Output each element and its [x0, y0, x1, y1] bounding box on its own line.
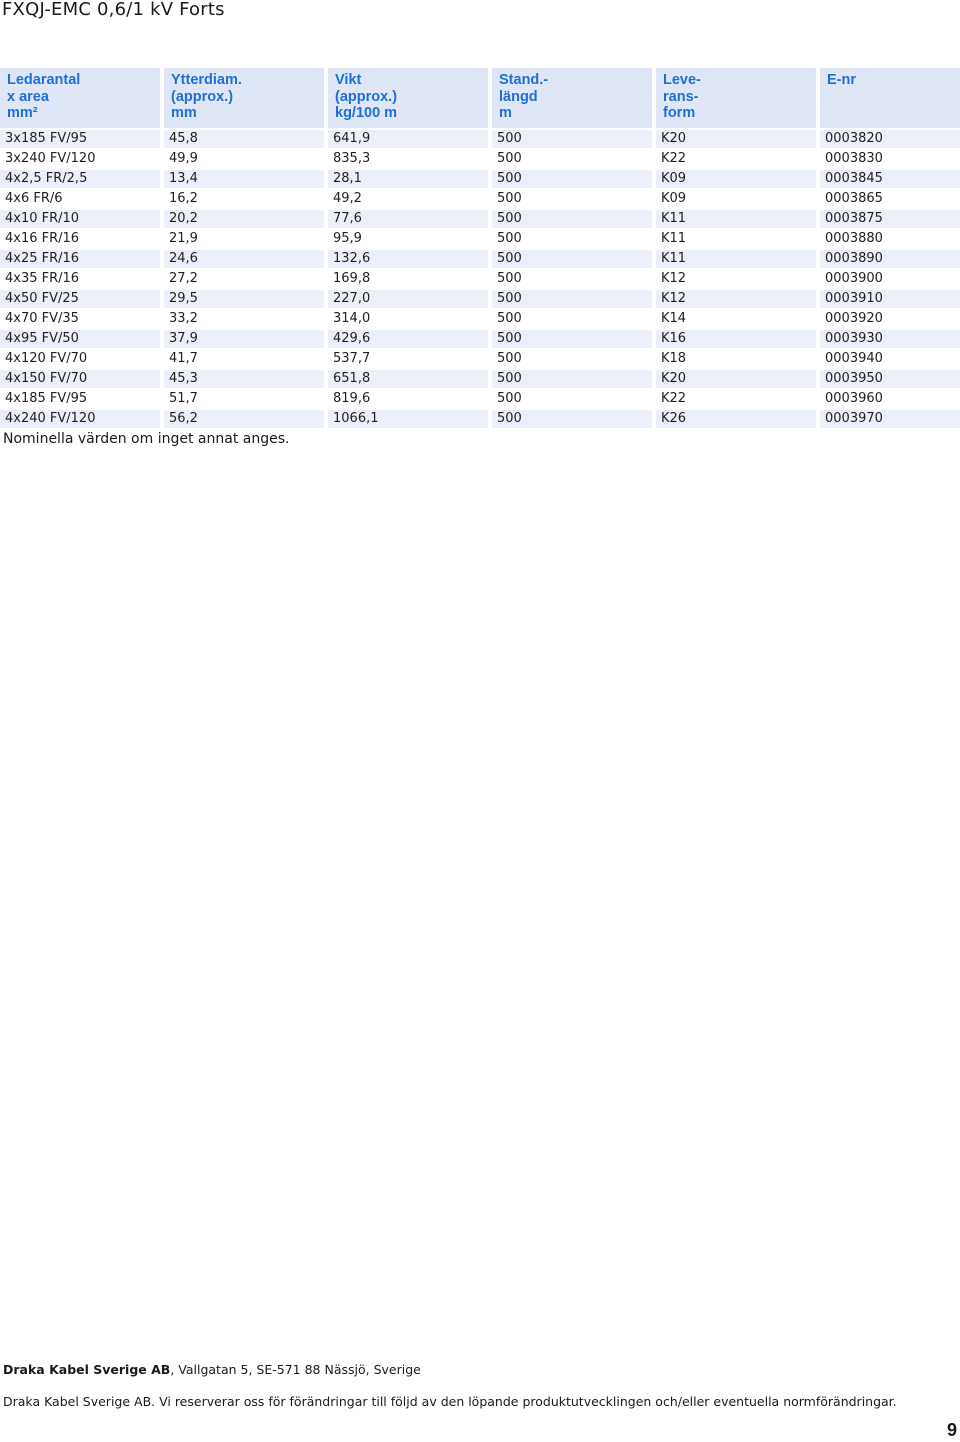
table-cell-col-standard-length: 500: [492, 370, 652, 388]
table-cell-col-weight: 1066,1: [328, 410, 488, 428]
table-cell-col-weight: 95,9: [328, 230, 488, 248]
header-line: Ledarantal: [7, 72, 81, 88]
table-cell-col-e-number: 0003830: [820, 150, 960, 168]
table-cell-col-outer-diameter: 24,6: [164, 250, 324, 268]
table-row: [0, 410, 960, 428]
company-address: [3, 1362, 421, 1377]
table-cell-col-e-number: 0003865: [820, 190, 960, 208]
table-cell-col-standard-length: 500: [492, 150, 652, 168]
table-cell-col-conductor-area: 3x185 FV/95: [0, 130, 160, 148]
table-cell-col-conductor-area: 3x240 FV/120: [0, 150, 160, 168]
table-cell-col-conductor-area: 4x185 FV/95: [0, 390, 160, 408]
table-cell-col-weight: 314,0: [328, 310, 488, 328]
table-cell-col-outer-diameter: 45,3: [164, 370, 324, 388]
company-name: Draka Kabel Sverige AB: [3, 1362, 171, 1377]
table-row: [0, 190, 960, 208]
table-cell-col-standard-length: 500: [492, 330, 652, 348]
table-cell-col-outer-diameter: 37,9: [164, 330, 324, 348]
table-cell-col-weight: 641,9: [328, 130, 488, 148]
header-line: (approx.): [171, 88, 234, 105]
table-cell-col-e-number: 0003950: [820, 370, 960, 388]
table-cell-col-standard-length: 500: [492, 190, 652, 208]
table-cell-col-conductor-area: 4x70 FV/35: [0, 310, 160, 328]
table-header-col-standard-length: [492, 68, 652, 128]
table-cell-col-conductor-area: 4x150 FV/70: [0, 370, 160, 388]
table-cell-col-weight: 651,8: [328, 370, 488, 388]
table-header-col-weight: [328, 68, 488, 128]
table-row: [0, 370, 960, 388]
table-cell-col-delivery-form: K20: [656, 130, 816, 148]
table-cell-col-outer-diameter: 21,9: [164, 230, 324, 248]
table-cell-col-outer-diameter: 20,2: [164, 210, 324, 228]
table-cell-col-conductor-area: 4x6 FR/6: [0, 190, 160, 208]
table-cell-col-e-number: 0003960: [820, 390, 960, 408]
header-line: Ytterdiam.: [171, 72, 242, 88]
table-cell-col-delivery-form: K11: [656, 230, 816, 248]
header-line: Stand.-: [499, 72, 549, 88]
table-cell-col-standard-length: 500: [492, 410, 652, 428]
table-cell-col-conductor-area: 4x35 FR/16: [0, 270, 160, 288]
table-cell-col-e-number: 0003910: [820, 290, 960, 308]
table-header-col-delivery-form: [656, 68, 816, 128]
table-header-col-conductor-area: [0, 68, 160, 128]
table-cell-col-conductor-area: 4x120 FV/70: [0, 350, 160, 368]
table-header-col-e-number: [820, 68, 960, 128]
table-row: [0, 310, 960, 328]
table-cell-col-delivery-form: K22: [656, 390, 816, 408]
table-row: [0, 330, 960, 348]
page-number: 9: [946, 1420, 957, 1440]
table-cell-col-outer-diameter: 29,5: [164, 290, 324, 308]
table-cell-col-weight: 429,6: [328, 330, 488, 348]
table-cell-col-standard-length: 500: [492, 210, 652, 228]
table-cell-col-outer-diameter: 45,8: [164, 130, 324, 148]
table-cell-col-conductor-area: 4x2,5 FR/2,5: [0, 170, 160, 188]
table-cell-col-delivery-form: K09: [656, 170, 816, 188]
table-cell-col-standard-length: 500: [492, 230, 652, 248]
table-cell-col-outer-diameter: 41,7: [164, 350, 324, 368]
table-row: [0, 390, 960, 408]
page-title: FXQJ-EMC 0,6/1 kV Forts: [2, 0, 225, 20]
table-cell-col-conductor-area: 4x16 FR/16: [0, 230, 160, 248]
table-cell-col-outer-diameter: 33,2: [164, 310, 324, 328]
table-cell-col-delivery-form: K09: [656, 190, 816, 208]
table-cell-col-delivery-form: K11: [656, 210, 816, 228]
header-line: E-nr: [827, 72, 856, 88]
table-cell-col-e-number: 0003940: [820, 350, 960, 368]
table-cell-col-weight: 537,7: [328, 350, 488, 368]
table-cell-col-conductor-area: 4x240 FV/120: [0, 410, 160, 428]
header-line: (approx.): [335, 88, 398, 105]
table-row: [0, 350, 960, 368]
table-cell-col-conductor-area: 4x25 FR/16: [0, 250, 160, 268]
header-line: Leve-: [663, 72, 701, 88]
header-line: form: [663, 105, 696, 121]
table-cell-col-e-number: 0003970: [820, 410, 960, 428]
header-line: x area: [7, 88, 49, 105]
footnote: Nominella värden om inget annat anges.: [3, 431, 290, 447]
table-row: [0, 250, 960, 268]
header-line: Vikt: [335, 72, 362, 88]
table-row: [0, 210, 960, 228]
table-cell-col-outer-diameter: 13,4: [164, 170, 324, 188]
table-cell-col-e-number: 0003880: [820, 230, 960, 248]
product-table: [0, 66, 960, 430]
table-cell-col-e-number: 0003900: [820, 270, 960, 288]
table-header-col-outer-diameter: [164, 68, 324, 128]
header-line: längd: [499, 88, 538, 105]
table-cell-col-delivery-form: K16: [656, 330, 816, 348]
table-cell-col-outer-diameter: 16,2: [164, 190, 324, 208]
table-cell-col-weight: 49,2: [328, 190, 488, 208]
table-row: [0, 270, 960, 288]
table-cell-col-delivery-form: K22: [656, 150, 816, 168]
table-cell-col-conductor-area: 4x95 FV/50: [0, 330, 160, 348]
table-cell-col-delivery-form: K12: [656, 270, 816, 288]
table-cell-col-delivery-form: K26: [656, 410, 816, 428]
table-cell-col-standard-length: 500: [492, 350, 652, 368]
table-cell-col-delivery-form: K20: [656, 370, 816, 388]
table-cell-col-e-number: 0003930: [820, 330, 960, 348]
table-row: [0, 130, 960, 148]
header-line: rans-: [663, 88, 699, 105]
header-line: m: [499, 105, 512, 121]
table-cell-col-delivery-form: K14: [656, 310, 816, 328]
table-row: [0, 290, 960, 308]
table-cell-col-conductor-area: 4x50 FV/25: [0, 290, 160, 308]
table-cell-col-outer-diameter: 27,2: [164, 270, 324, 288]
table-cell-col-e-number: 0003875: [820, 210, 960, 228]
table-cell-col-delivery-form: K12: [656, 290, 816, 308]
table-cell-col-e-number: 0003890: [820, 250, 960, 268]
table-cell-col-standard-length: 500: [492, 130, 652, 148]
header-line: mm: [171, 105, 197, 121]
table-cell-col-weight: 28,1: [328, 170, 488, 188]
header-line: kg/100 m: [335, 105, 398, 121]
header-line: mm²: [7, 105, 38, 121]
table-cell-col-weight: 835,3: [328, 150, 488, 168]
table-cell-col-standard-length: 500: [492, 170, 652, 188]
table-row: [0, 150, 960, 168]
table-cell-col-weight: 169,8: [328, 270, 488, 288]
table-row: [0, 170, 960, 188]
table-cell-col-conductor-area: 4x10 FR/10: [0, 210, 160, 228]
table-cell-col-weight: 227,0: [328, 290, 488, 308]
table-cell-col-outer-diameter: 56,2: [164, 410, 324, 428]
table-cell-col-weight: 819,6: [328, 390, 488, 408]
table-header-row: [0, 68, 960, 128]
table-cell-col-outer-diameter: 51,7: [164, 390, 324, 408]
table-cell-col-weight: 77,6: [328, 210, 488, 228]
table-cell-col-standard-length: 500: [492, 390, 652, 408]
disclaimer: Draka Kabel Sverige AB. Vi reserverar oss för förändringar till följd av den löpande produktutvecklingen och/eller eventuella normförändringar.: [3, 1394, 897, 1409]
table-cell-col-standard-length: 500: [492, 250, 652, 268]
address-text: , Vallgatan 5, SE-571 88 Nässjö, Sverige: [170, 1362, 421, 1377]
table-row: [0, 230, 960, 248]
table-cell-col-standard-length: 500: [492, 270, 652, 288]
table-cell-col-e-number: 0003820: [820, 130, 960, 148]
table-cell-col-standard-length: 500: [492, 310, 652, 328]
table-cell-col-delivery-form: K18: [656, 350, 816, 368]
table-cell-col-standard-length: 500: [492, 290, 652, 308]
table-cell-col-delivery-form: K11: [656, 250, 816, 268]
table-body: [0, 130, 960, 428]
table-cell-col-e-number: 0003920: [820, 310, 960, 328]
table-cell-col-outer-diameter: 49,9: [164, 150, 324, 168]
table-cell-col-weight: 132,6: [328, 250, 488, 268]
table-cell-col-e-number: 0003845: [820, 170, 960, 188]
